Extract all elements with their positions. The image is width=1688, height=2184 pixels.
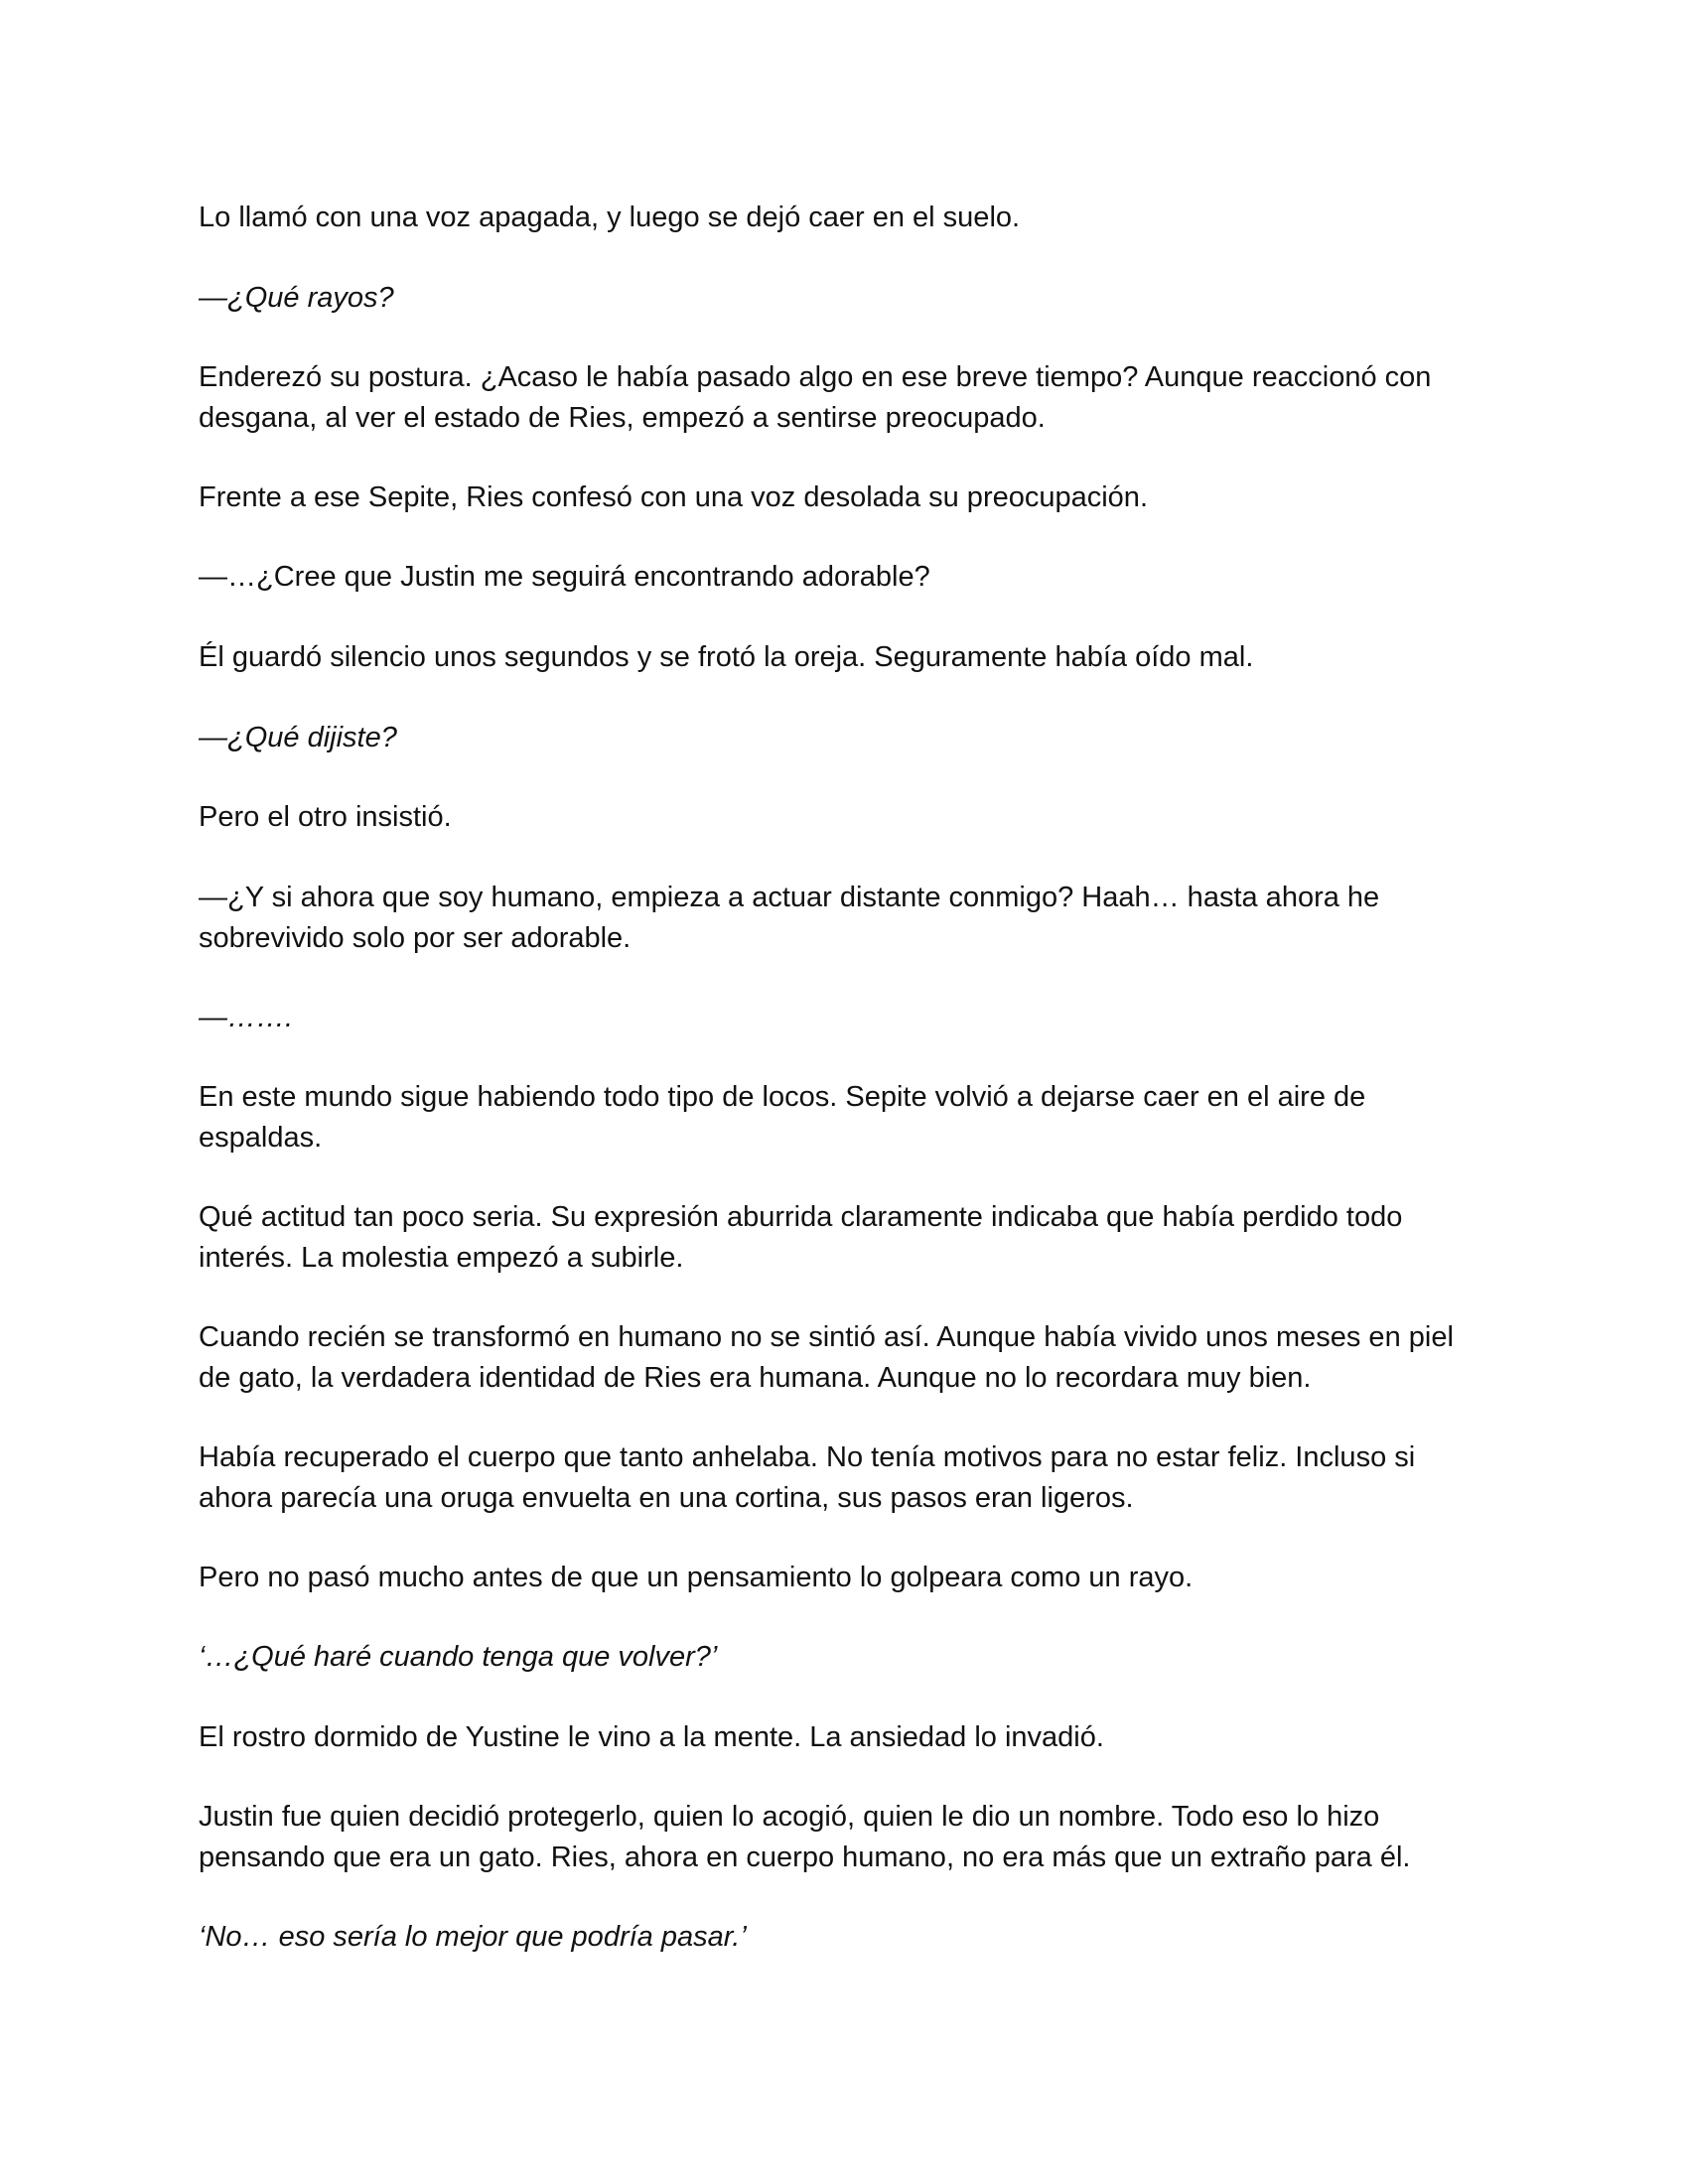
paragraph-10-dialogue: —……. [199, 1002, 294, 1033]
paragraph-17: El rostro dormido de Yustine le vino a la mente. La ansiedad lo invadió. [199, 1721, 1104, 1753]
paragraph-7-dialogue: —¿Qué dijiste? [199, 722, 397, 753]
paragraph-12: Qué actitud tan poco seria. Su expresión aburrida claramente indicaba que había perdido todo interés. La molestia empezó a subirle. [199, 1201, 1403, 1274]
paragraph-16-thought: ‘…¿Qué haré cuando tenga que volver?’ [199, 1641, 718, 1673]
paragraph-4: Frente a ese Sepite, Ries confesó con una voz desolada su preocupación. [199, 481, 1148, 513]
paragraph-1: Lo llamó con una voz apagada, y luego se dejó caer en el suelo. [199, 202, 1021, 233]
paragraph-9-dialogue: —¿Y si ahora que soy humano, empieza a actuar distante conmigo? Haah… hasta ahora he sobrevivido solo por ser adorable. [199, 882, 1380, 954]
paragraph-15: Pero no pasó mucho antes de que un pensamiento lo golpeara como un rayo. [199, 1562, 1194, 1593]
paragraph-19-thought: ‘No… eso sería lo mejor que podría pasar.’ [199, 1921, 747, 1953]
paragraph-3: Enderezó su postura. ¿Acaso le había pasado algo en ese breve tiempo? Aunque reaccionó con desgana, al ver el estado de Ries, empezó a sentirse preocupado. [199, 361, 1432, 434]
paragraph-11: En este mundo sigue habiendo todo tipo de locos. Sepite volvió a dejarse caer en el aire de espaldas. [199, 1081, 1366, 1154]
paragraph-18: Justin fue quien decidió protegerlo, quien lo acogió, quien le dio un nombre. Todo eso lo hizo pensando que era un gato. Ries, ahora en cuerpo humano, no era más que un extraño para él. [199, 1801, 1411, 1873]
paragraph-8: Pero el otro insistió. [199, 801, 452, 833]
paragraph-14: Había recuperado el cuerpo que tanto anhelaba. No tenía motivos para no estar feliz. Incluso si ahora parecía una oruga envuelta en una cortina, sus pasos eran ligeros. [199, 1441, 1416, 1514]
paragraph-13: Cuando recién se transformó en humano no se sintió así. Aunque había vivido unos meses en piel de gato, la verdadera identidad de Ries era humana. Aunque no lo recordara muy bien. [199, 1321, 1454, 1394]
paragraph-5-dialogue: —…¿Cree que Justin me seguirá encontrando adorable? [199, 561, 930, 593]
paragraph-2-dialogue: —¿Qué rayos? [199, 282, 394, 314]
paragraph-6: Él guardó silencio unos segundos y se frotó la oreja. Seguramente había oído mal. [199, 641, 1254, 673]
